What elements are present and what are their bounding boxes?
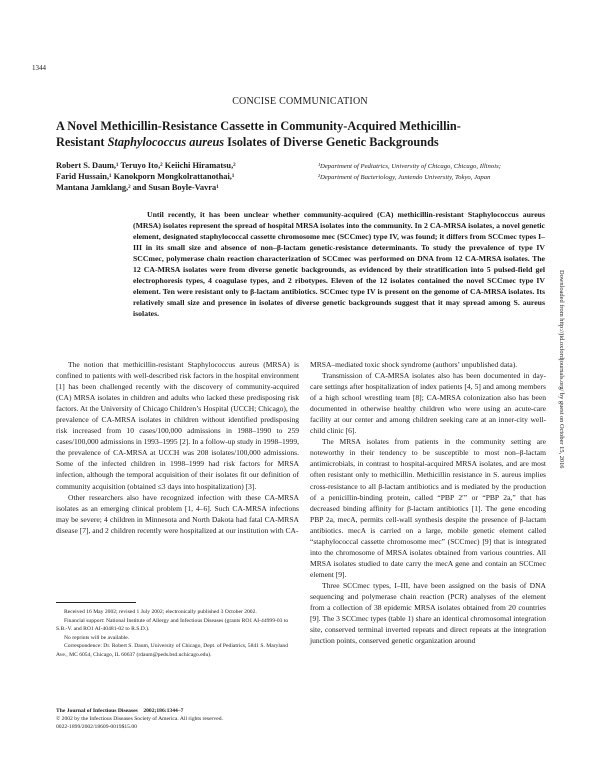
footnote: Correspondence: Dr. Robert S. Daum, University of Chicago, Dept. of Pediatrics, 5841 S. Maryland Ave., MC 6054, Chicago, IL 60637 (rdaum@peds.bsd.uchicago.edu). [56, 643, 289, 658]
body-paragraph: MRSA–mediated toxic shock syndrome (authors’ unpublished data). [310, 360, 518, 369]
body-paragraph: Other researchers also have recognized infection with these CA-MRSA isolates as an emerging clinical problem [1, 4–6]. Such CA-MRSA infections may be severe; 4 children in Minnesota and North Dakota had fatal CA-MRSA disease [7], and 2 children recently were hospitalized at our institution with CA- [56, 492, 299, 535]
journal-name: The Journal of Infectious Diseases [56, 708, 138, 714]
author-line: Farid Hussain,¹ Kanokporn Mongkolrattanothai,¹ [56, 172, 235, 182]
title-line-2b: Isolates of Diverse Genetic Backgrounds [224, 134, 439, 149]
title-line-1: A Novel Methicillin-Resistance Cassette in Community-Acquired Methicillin- [56, 119, 461, 133]
body-column-left [56, 359, 299, 536]
footnotes [56, 608, 299, 660]
page-number: 1344 [32, 64, 46, 72]
abstract [133, 209, 545, 319]
footnote: Financial support: National Institute of Allergy and Infectious Diseases (grants RO1 AI-44999-03 to S.B.-V. and RO1 AI-40481-02 to R.S.D.). [56, 617, 289, 633]
download-note[interactable]: Downloaded from http://jid.oxfordjournals.org/ by guest on October 15, 2016 [558, 270, 565, 469]
journal-issn: 0022-1899/2002/18609-0019$15.00 [56, 724, 137, 731]
body-paragraph: The MRSA isolates from patients in the community setting are noteworthy in their tendency to be susceptible to most non–β-lactam antimicrobials, in contrast to hospital-acquired MRSA isolates, and are most often resistant only to methicillin. Methicillin resistance in S. aureus implies cross-resistance to all β-lactam antibiotics and is mediated by the production of a penicillin-binding protein, called “PBP 2′” or “PBP 2a,” that has decreased binding affinity for β-lactam antibiotics [1]. The gene encoding PBP 2a, mecA, permits cell-wall synthesis despite the presence of β-lactam antibiotics. mecA is carried on a large, mobile genetic element called “staphylococcal cassette chromosome mec” (SCCmec) [9] that is integrated into the chromosome of MRSA isolates obtained from various countries. All MRSA isolates studied to date carry the mecA gene and contain an SCCmec element [9]. [310, 437, 546, 579]
body-paragraph: Transmission of CA-MRSA isolates also has been documented in day-care settings after hospitalization of index patients [4, 5] and among members of a high school wrestling team [8]; CA-MRSA colonization also has been documented in otherwise healthy children who were using an acute-care facility at our center and among children seeking care at an inner-city well-child clinic [6]. [310, 371, 546, 436]
affiliation-line: ¹Department of Pediatrics, University of Chicago, Chicago, Illinois; [318, 163, 501, 170]
title-species: Staphylococcus aureus [107, 134, 225, 149]
author-line: Robert S. Daum,¹ Teruyo Ito,² Keiichi Hiramatsu,² [56, 161, 236, 170]
footnote-rule [56, 602, 136, 603]
journal-info [56, 707, 299, 732]
body-column-right [310, 359, 546, 646]
author-line: Mantana Jamklang,² and Susan Boyle-Vavra¹ [56, 183, 219, 193]
journal-citation: 2002;186:1344–7 [143, 708, 184, 714]
affiliation-line: ²Department of Bacteriology, Juntendo University, Tokyo, Japan [318, 173, 491, 181]
title-line-2a: Resistant [56, 134, 108, 149]
affiliations [318, 162, 548, 183]
section-heading: CONCISE COMMUNICATION [232, 96, 368, 107]
author-list [56, 160, 306, 194]
footnote: No reprints will be available. [64, 634, 130, 641]
body-paragraph: Three SCCmec types, I–III, have been assigned on the basis of DNA sequencing and polymerase chain reaction (PCR) analyses of the element from a collection of 38 epidemic MRSA isolates obtained from 20 countries [9]. The 3 SCCmec types (table 1) share an identical chromosomal integration site, conserved terminal inverted repeats and direct repeats at the integration junction points, conserved genetic organization around [310, 580, 546, 646]
body-paragraph: The notion that methicillin-resistant Staphylococcus aureus (MRSA) is confined to patients with well-described risk factors in the hospital environment [1] has been challenged recently with the discovery of community-acquired (CA) MRSA isolates in children and adults who lacked these predisposing risk factors. At the University of Chicago Children’s Hospital (UCCH; Chicago), the prevalence of CA-MRSA isolates in children without identified predisposing risk increased from 10 cases/100,000 admissions in 1988–1990 to 259 cases/100,000 admissions in 1993–1995 [2]. In a follow-up study in 1998–1999, the prevalence of CA-MRSA at UCCH was 208 isolates/100,000 admissions. Some of the infected children in 1998–1999 had risk factors for MRSA infection, although the temporal acquisition of their isolates fit our definition of community acquisition (obtained ≤3 days into hospitalization) [3]. [56, 360, 299, 491]
journal-copyright: © 2002 by the Infectious Diseases Society of America. All rights reserved. [56, 716, 223, 723]
footnote: Received 16 May 2002; revised 1 July 2002; electronically published 3 October 2002. [64, 609, 257, 615]
article-title [56, 119, 546, 150]
abstract-text: Until recently, it has been unclear whether community-acquired (CA) methicillin-resistant Staphylococcus aureus (MRSA) isolates represent the spread of hospital MRSA isolates into the community. In 2 CA-MRSA isolates, a novel genetic element, designated staphylococcal cassette chromosome mec (SCCmec) type IV, was found; it differs from SCCmec types I–III in its small size and absence of non–β-lactam genetic-resistance determinants. To study the prevalence of type IV SCCmec, polymerase chain reaction characterization of SCCmec was performed on DNA from 12 CA-MRSA isolates. The 12 CA-MRSA isolates were from diverse genetic backgrounds, as evidenced by their stratification into 5 pulsed-field gel electrophoresis types, 4 coagulase types, and 2 ribotypes. Eleven of the 12 isolates contained the novel SCCmec type IV element. Ten were resistant only to β-lactam antibiotics. SCCmec type IV is present on the genome of CA-MRSA isolates. Its relatively small size and presence in isolates of diverse genetic backgrounds suggest that it may spread among S. aureus isolates. [133, 210, 545, 319]
download-watermark [558, 270, 577, 600]
